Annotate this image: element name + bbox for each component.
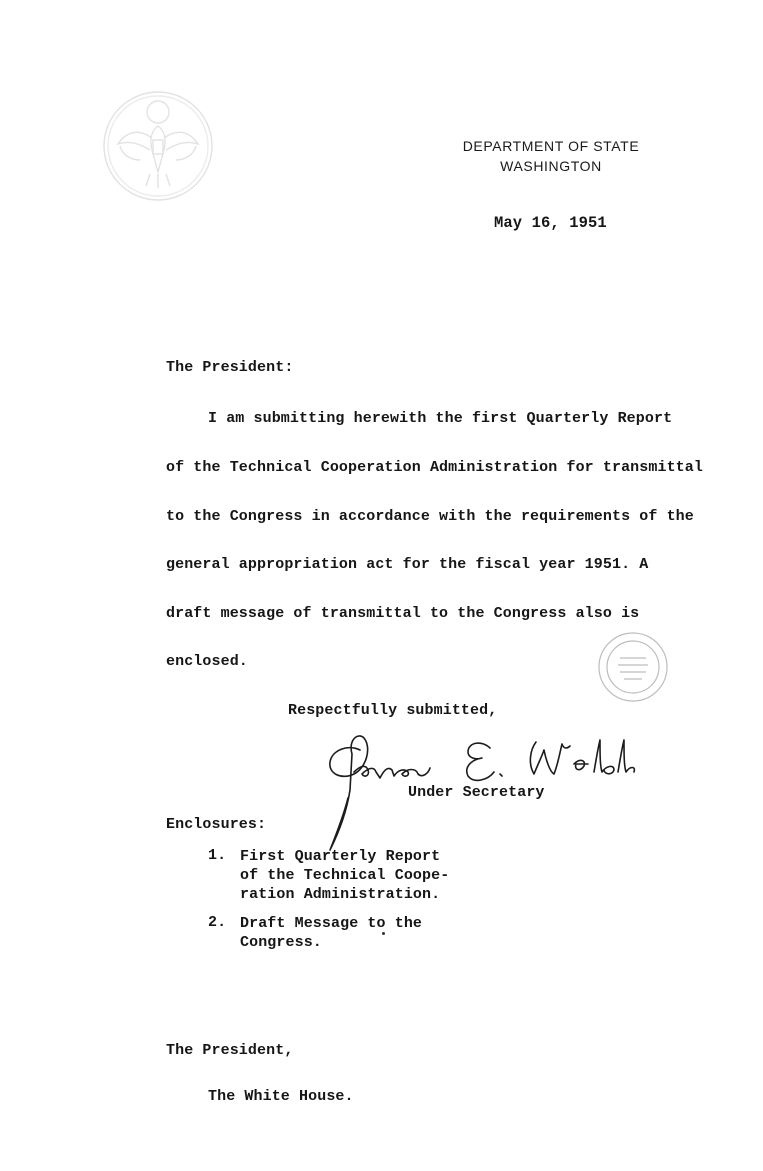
- body-line: to the Congress in accordance with the requirements of the: [166, 508, 694, 525]
- ink-speck: [382, 932, 385, 935]
- body-line: draft message of transmittal to the Congress also is: [166, 605, 640, 622]
- enclosure-number: 1.: [208, 847, 227, 864]
- body-line: I am submitting herewith the first Quarterly Report: [208, 410, 673, 427]
- body-line: of the Technical Cooperation Administration for transmittal: [166, 459, 703, 476]
- salutation: The President:: [166, 359, 294, 376]
- archive-stamp-icon: [596, 630, 670, 704]
- address-location: The White House.: [208, 1088, 354, 1105]
- closing: Respectfully submitted,: [288, 702, 498, 719]
- letterhead: [440, 136, 662, 176]
- body-line: general appropriation act for the fiscal year 1951. A: [166, 556, 649, 573]
- address-recipient: The President,: [166, 1042, 294, 1059]
- enclosures-heading: Enclosures:: [166, 816, 267, 833]
- letterhead-city: WASHINGTON: [500, 158, 602, 174]
- enclosure-number: 2.: [208, 914, 227, 931]
- enclosure-text: Draft Message to the Congress.: [240, 915, 423, 951]
- great-seal-emboss-icon: [100, 88, 216, 204]
- body-line: enclosed.: [166, 653, 248, 670]
- enclosure-text: First Quarterly Report of the Technical Coope- ration Administration.: [240, 848, 450, 903]
- letter-date: May 16, 1951: [494, 214, 607, 232]
- letterhead-department: DEPARTMENT OF STATE: [462, 138, 640, 154]
- signer-title: Under Secretary: [408, 784, 545, 801]
